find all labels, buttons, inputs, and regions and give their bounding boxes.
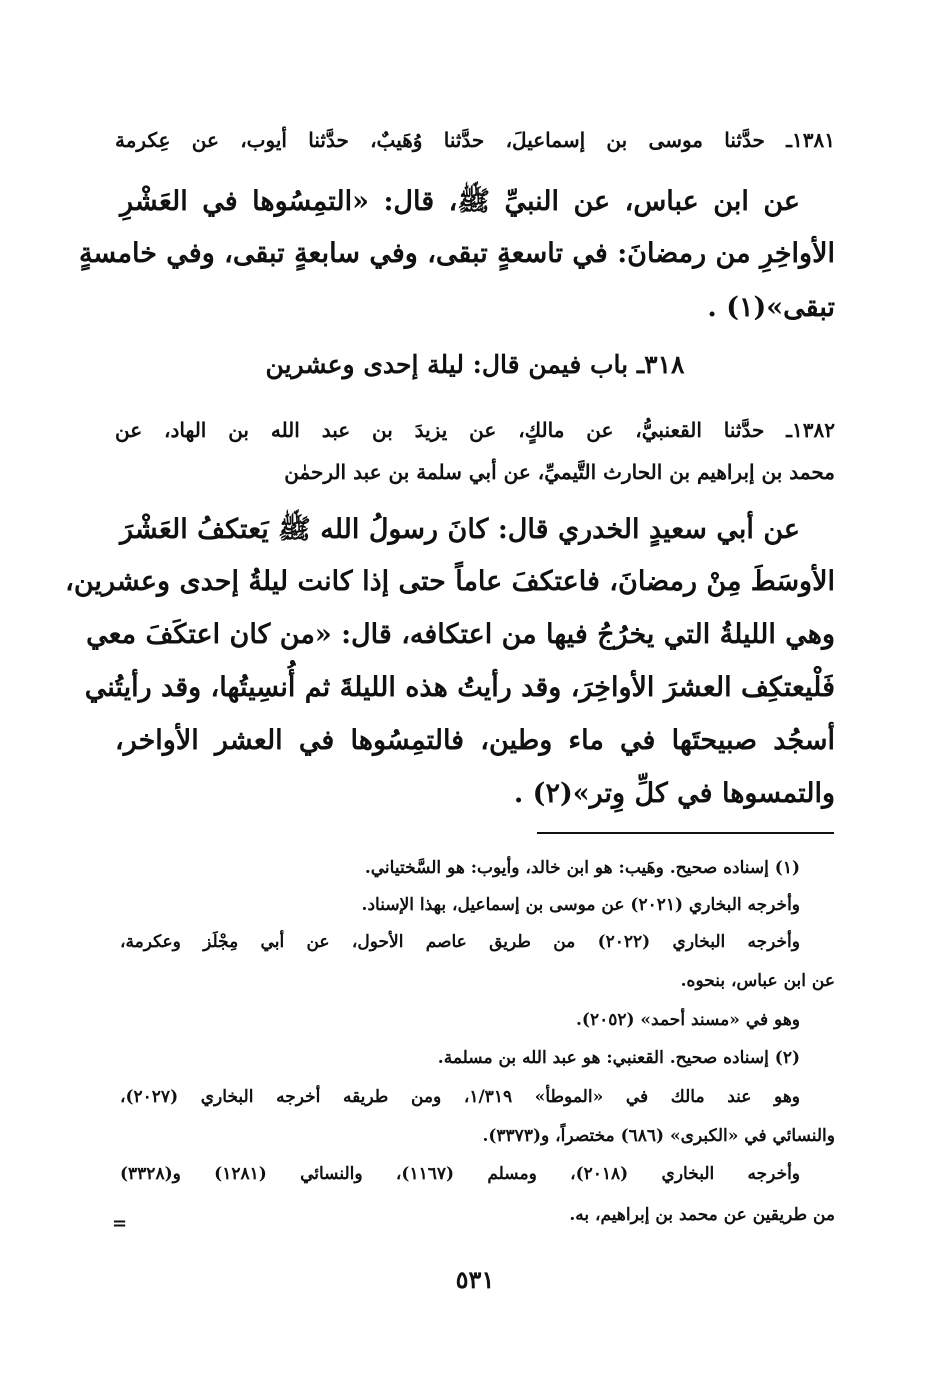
hadith-1382-line-2: محمد بن إبراهيم بن الحارث التَّيميِّ، عن أبي سلمة بن عبد الرحمٰن (284, 460, 835, 484)
hadith-1382-line-4: الأوسَطَ مِنْ رمضانَ، فاعتكفَ عاماً حتى إذا كانت ليلةُ إحدى وعشرين، (65, 566, 835, 597)
hadith-1382-line-1: ١٣٨٢ـ حدَّثنا القعنبيُّ، عن مالكٍ، عن يزيدَ بن عبد الله بن الهاد، عن (115, 418, 835, 442)
continuation-mark: = (112, 1213, 128, 1234)
footnote-line-6: (٢) إسناده صحيح. القعنبي: هو عبد الله بن مسلمة. (437, 1048, 800, 1068)
hadith-1382-line-7: أسجُد صبيحتَها في ماء وطين، فالتمِسُوها في العشر الأواخر، (115, 725, 835, 756)
footnote-line-4: عن ابن عباس، بنحوه. (680, 971, 835, 991)
chapter-heading: ٣١٨ـ باب فيمن قال: ليلة إحدى وعشرين (265, 350, 685, 379)
footnote-line-2: وأخرجه البخاري (٢٠٢١) عن موسى بن إسماعيل، بهذا الإسناد. (361, 895, 800, 915)
footnote-separator (537, 832, 834, 834)
hadith-1382-line-5: وهي الليلةُ التي يخرُجُ فيها من اعتكافه، قال: «من كان اعتكَفَ معي (86, 619, 835, 650)
hadith-1382-line-8: والتمسوها في كلِّ وِتر»(٢) . (513, 778, 835, 809)
hadith-1382-line-6: فَلْيعتكِف العشرَ الأواخِرَ، وقد رأيتُ هذه الليلةَ ثم أُنسِيتُها، وقد رأيتُني (84, 672, 835, 703)
footnote-line-8: والنسائي في «الكبرى» (٦٨٦) مختصراً، و(٣٣٧٣). (482, 1126, 835, 1146)
hadith-1382-line-3: عن أبي سعيدٍ الخدري قال: كانَ رسولُ الله ﷺ يَعتكفُ العَشْرَ (120, 514, 800, 545)
hadith-1381-line-2: عن ابن عباس، عن النبيِّ ﷺ، قال: «التمِسُوها في العَشْرِ (120, 186, 800, 217)
footnote-line-5: وهو في «مسند أحمد» (٢٠٥٢). (575, 1010, 800, 1030)
hadith-1381-line-3: الأواخِرِ من رمضانَ: في تاسعةٍ تبقى، وفي سابعةٍ تبقى، وفي خامسةٍ (78, 238, 835, 269)
footnote-line-3: وأخرجه البخاري (٢٠٢٢) من طريق عاصم الأحول، عن أبي مِجْلَز وعكرمة، (120, 932, 800, 952)
footnote-line-7: وهو عند مالك في «الموطأ» ١/٣١٩، ومن طريقه أخرجه البخاري (٢٠٢٧)، (120, 1087, 800, 1107)
hadith-1381-line-1: ١٣٨١ـ حدَّثنا موسى بن إسماعيلَ، حدَّثنا وُهَيبٌ، حدَّثنا أيوب، عن عِكرمة (115, 128, 835, 152)
footnote-line-10: من طريقين عن محمد بن إبراهيم، به. (569, 1205, 835, 1225)
page-number: ٥٣١ (455, 1265, 495, 1294)
hadith-1381-line-4: تبقى»(١) . (707, 292, 835, 323)
footnote-line-9: وأخرجه البخاري (٢٠١٨)، ومسلم (١١٦٧)، والنسائي (١٢٨١) و(٣٣٢٨) (120, 1164, 801, 1184)
footnote-line-1: (١) إسناده صحيح. وهَيب: هو ابن خالد، وأيوب: هو السَّختياني. (364, 858, 800, 878)
